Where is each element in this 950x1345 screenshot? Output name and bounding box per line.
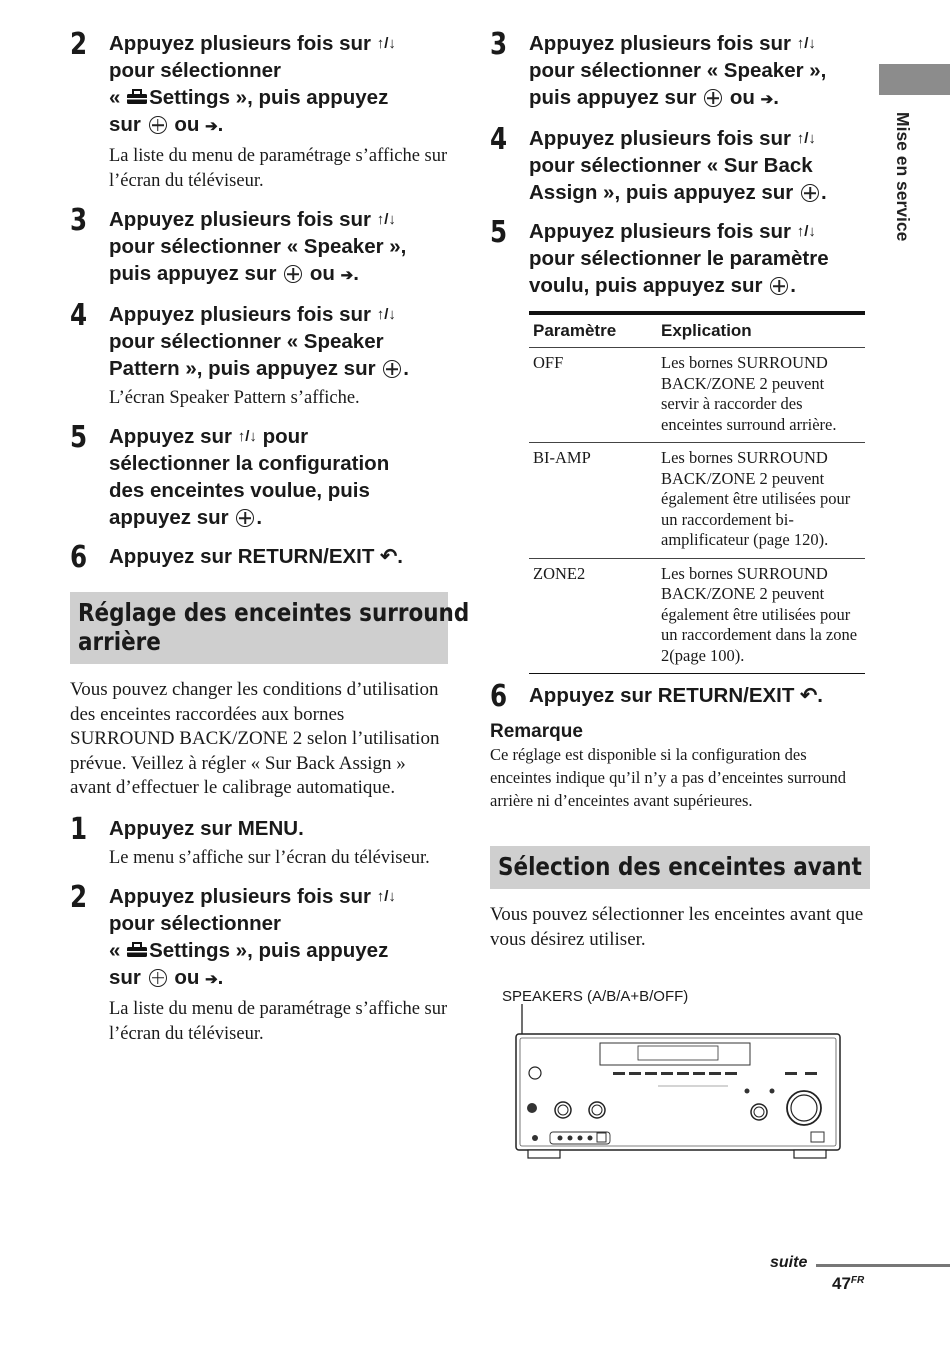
- remark-body: Ce réglage est disponible si la configuration des enceintes indique qu’il n’y a pas d’enceintes surround arrière ni d’enceintes avant supérieures.: [490, 745, 847, 810]
- table-cell-param: OFF: [529, 348, 657, 443]
- step-text: ou: [729, 86, 755, 109]
- step-title: Appuyez sur RETURN/EXIT ↶.: [529, 684, 823, 707]
- step-title: Appuyez plusieurs fois sur ↑/↓ pour sélectionner « Settings », puis appuyez sur ou ➔.: [109, 32, 396, 136]
- step-title: Appuyez sur RETURN/EXIT ↶.: [109, 545, 403, 568]
- step-text: pour sélectionner « Speaker »,: [109, 235, 407, 258]
- step-4-speaker-pattern: [70, 298, 448, 411]
- speakers-callout-label: SPEAKERS (A/B/A+B/OFF): [502, 988, 689, 1005]
- up-down-arrows-icon: ↑/↓: [796, 223, 816, 240]
- step-3-speaker-right: [490, 27, 870, 113]
- step-number: 4: [70, 298, 88, 333]
- page-number-suffix: FR: [850, 1275, 865, 1286]
- step-description: Le menu s’affiche sur l’écran du téléviseur.: [109, 847, 430, 868]
- step-title: Appuyez plusieurs fois sur ↑/↓ pour sélectionner « Speaker », puis appuyez sur ou ➔.: [109, 208, 407, 285]
- table-header-param: Paramètre: [529, 313, 657, 348]
- step-2-settings-bottom: [70, 879, 448, 1047]
- table-row: [529, 558, 865, 674]
- receiver-drawing: [498, 986, 848, 1171]
- up-down-arrows-icon: ↑/↓: [796, 130, 816, 147]
- select-button-icon: [383, 360, 401, 378]
- table-row: [529, 443, 865, 559]
- step-text: Pattern », puis appuyez sur: [109, 357, 376, 380]
- step-text: des enceintes voulue, puis: [109, 479, 370, 502]
- step-text: pour sélectionner: [109, 59, 282, 82]
- step-text: Settings », puis appuyez: [149, 938, 389, 962]
- table-cell-expl: Les bornes SURROUND BACK/ZONE 2 peuvent également être utilisées pour un raccordement bi-amplificateur (page 120).: [657, 443, 865, 559]
- step-text: pour sélectionner « Sur Back: [529, 154, 813, 177]
- table-cell-param: BI-AMP: [529, 443, 657, 559]
- step-2-settings-top: [70, 27, 448, 194]
- step-text: pour: [262, 425, 309, 448]
- step-text: Appuyez sur RETURN/EXIT: [529, 684, 795, 707]
- page-number-value: 47: [832, 1274, 851, 1293]
- select-button-icon: [770, 277, 788, 295]
- up-down-arrows-icon: ↑/↓: [796, 35, 816, 52]
- step-text: sur: [109, 965, 141, 989]
- section-heading-line: arrière: [78, 627, 161, 656]
- step-text: sélectionner la configuration: [109, 452, 390, 475]
- step-number: 5: [490, 215, 508, 250]
- step-text: «: [109, 938, 121, 962]
- right-column: [490, 27, 870, 966]
- table-header-row: [529, 313, 865, 348]
- step-text: Appuyez plusieurs fois sur: [109, 884, 371, 908]
- step-text: voulu, puis appuyez sur: [529, 274, 763, 297]
- intro-paragraph: Vous pouvez changer les conditions d’utilisation des enceintes raccordées aux bornes SURROUND BACK/ZONE 2 selon l’utilisation prévue. Veillez à régler « Sur Back Assign » avant d’effectuer le calibrage automatique.: [70, 679, 440, 798]
- step-number: 1: [70, 811, 88, 847]
- step-text: Appuyez plusieurs fois sur: [109, 303, 371, 326]
- up-down-arrows-icon: ↑/↓: [376, 887, 396, 905]
- step-number: 2: [70, 27, 88, 62]
- step-text: Appuyez plusieurs fois sur: [109, 208, 371, 231]
- select-button-icon: [149, 969, 167, 987]
- step-text: pour sélectionner « Speaker »,: [529, 59, 827, 82]
- toolbox-icon: [126, 89, 148, 105]
- step-text: ou: [309, 262, 335, 285]
- step-6-return: [70, 540, 448, 575]
- step-5-parameter: [490, 215, 870, 299]
- step-6-return-right: [490, 679, 870, 714]
- section-heading-line: Réglage des enceintes surround: [78, 598, 470, 627]
- step-text: Appuyez plusieurs fois sur: [529, 127, 791, 150]
- right-arrow-icon: ➔: [340, 267, 354, 284]
- step-text: sur: [109, 113, 141, 136]
- step-number: 2: [70, 879, 88, 915]
- right-arrow-icon: ➔: [205, 970, 218, 988]
- receiver-front-panel-diagram: [498, 986, 848, 1171]
- step-title: Appuyez plusieurs fois sur ↑/↓ pour sélectionner « Speaker Pattern », puis appuyez sur .: [109, 303, 409, 380]
- step-5-configuration: [70, 420, 448, 531]
- select-button-icon: [236, 509, 254, 527]
- section-heading-surround: [70, 592, 470, 664]
- select-button-icon: [801, 184, 819, 202]
- step-text: Appuyez plusieurs fois sur: [529, 220, 791, 243]
- step-description: La liste du menu de paramétrage s’affiche sur l’écran du téléviseur.: [109, 146, 448, 191]
- section-tab-label: Mise en service: [893, 112, 913, 242]
- step-title: Appuyez sur MENU.: [109, 816, 304, 840]
- step-number: 6: [490, 679, 508, 714]
- step-4-sur-back-assign: [490, 122, 870, 206]
- return-icon: ↶: [380, 545, 398, 568]
- page-number: [832, 1274, 864, 1294]
- parameter-table: [529, 311, 865, 674]
- step-number: 3: [70, 203, 88, 238]
- step-text: Appuyez plusieurs fois sur: [529, 32, 791, 55]
- up-down-arrows-icon: ↑/↓: [237, 428, 257, 445]
- up-down-arrows-icon: ↑/↓: [376, 211, 396, 228]
- left-column: [70, 27, 470, 1059]
- table-header-expl: Explication: [657, 313, 865, 348]
- table-row: [529, 348, 865, 443]
- up-down-arrows-icon: ↑/↓: [376, 306, 396, 323]
- step-title: Appuyez plusieurs fois sur ↑/↓ pour sélectionner « Settings », puis appuyez sur ou ➔.: [109, 884, 396, 989]
- table-cell-param: ZONE2: [529, 558, 657, 674]
- step-text: ou: [174, 113, 200, 136]
- table-cell-expl: Les bornes SURROUND BACK/ZONE 2 peuvent également être utilisées pour un raccordement dans la zone 2(page 100).: [657, 558, 865, 674]
- step-text: puis appuyez sur: [109, 262, 277, 285]
- step-text: pour sélectionner le paramètre: [529, 247, 829, 270]
- up-down-arrows-icon: ↑/↓: [376, 35, 396, 52]
- step-description: La liste du menu de paramétrage s’affiche sur l’écran du téléviseur.: [109, 998, 448, 1044]
- return-icon: ↶: [800, 684, 818, 707]
- front-intro-paragraph: Vous pouvez sélectionner les enceintes avant que vous désirez utiliser.: [490, 904, 864, 950]
- step-text: Settings », puis appuyez: [149, 86, 389, 109]
- table-cell-expl: Les bornes SURROUND BACK/ZONE 2 peuvent servir à raccorder des enceintes surround arrière.: [657, 348, 865, 443]
- step-number: 6: [70, 540, 88, 575]
- step-text: Appuyez plusieurs fois sur: [109, 32, 371, 55]
- right-arrow-icon: ➔: [760, 91, 774, 108]
- section-tab-marker: [879, 64, 950, 95]
- step-text: Assign », puis appuyez sur: [529, 181, 794, 204]
- right-arrow-icon: ➔: [205, 118, 218, 135]
- footer-rule: [816, 1264, 950, 1267]
- step-text: pour sélectionner « Speaker: [109, 330, 384, 353]
- step-text: Appuyez sur: [109, 425, 233, 448]
- step-number: 5: [70, 420, 88, 455]
- step-text: pour sélectionner: [109, 911, 282, 935]
- step-3-speaker: [70, 203, 448, 289]
- step-number: 3: [490, 27, 508, 62]
- step-text: ou: [174, 965, 200, 989]
- step-number: 4: [490, 122, 508, 157]
- step-text: Appuyez sur RETURN/EXIT: [109, 545, 375, 568]
- select-button-icon: [284, 265, 302, 283]
- toolbox-icon: [126, 942, 148, 958]
- step-title: Appuyez plusieurs fois sur ↑/↓ pour sélectionner « Speaker », puis appuyez sur ou ➔.: [529, 32, 827, 109]
- select-button-icon: [704, 89, 722, 107]
- step-text: appuyez sur: [109, 506, 229, 529]
- step-title: Appuyez sur ↑/↓ pour sélectionner la configuration des enceintes voulue, puis appuyez sur .: [109, 425, 390, 529]
- step-title: Appuyez plusieurs fois sur ↑/↓ pour sélectionner « Sur Back Assign », puis appuyez sur .: [529, 127, 827, 204]
- step-title: Appuyez plusieurs fois sur ↑/↓ pour sélectionner le paramètre voulu, puis appuyez sur .: [529, 220, 829, 297]
- step-1-menu: [70, 811, 448, 871]
- step-text: «: [109, 86, 121, 109]
- continued-label: suite: [770, 1254, 808, 1271]
- step-text: puis appuyez sur: [529, 86, 697, 109]
- step-description: L’écran Speaker Pattern s’affiche.: [109, 388, 360, 408]
- remark-title: Remarque: [490, 721, 583, 742]
- section-heading-line: Sélection des enceintes avant: [498, 852, 862, 881]
- section-heading-front: [490, 846, 870, 889]
- select-button-icon: [149, 116, 167, 134]
